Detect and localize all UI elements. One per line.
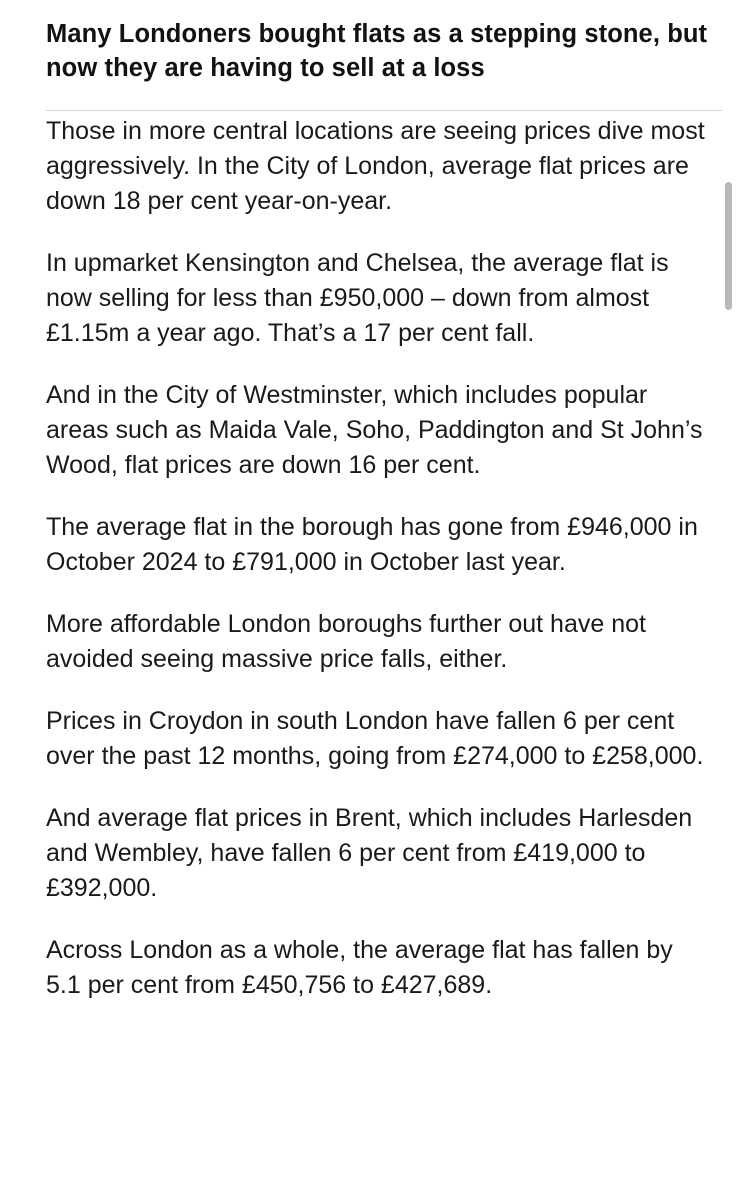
article-paragraph: More affordable London boroughs further out have not avoided seeing massive price falls, either. (46, 610, 646, 673)
article-paragraph: And in the City of Westminster, which includes popular areas such as Maida Vale, Soho, Paddington and St John’s Wood, flat prices are down 16 per cent. (46, 381, 703, 479)
article-paragraph: The average flat in the borough has gone from £946,000 in October 2024 to £791,000 in October last year. (46, 513, 698, 576)
scrollbar[interactable] (725, 182, 732, 310)
article-paragraph: Prices in Croydon in south London have fallen 6 per cent over the past 12 months, going from £274,000 to £258,000. (46, 707, 704, 770)
article-body (46, 111, 722, 1003)
article-paragraph: And average flat prices in Brent, which includes Harlesden and Wembley, have fallen 6 per cent from £419,000 to £392,000. (46, 804, 693, 902)
article (46, 0, 722, 1030)
article-headline: Many Londoners bought flats as a stepping stone, but now they are having to sell at a loss (46, 20, 708, 82)
article-paragraph: In upmarket Kensington and Chelsea, the average flat is now selling for less than £950,000 – down from almost £1.15m a year ago. That’s a 17 per cent fall. (46, 249, 669, 347)
article-paragraph: Across London as a whole, the average flat has fallen by 5.1 per cent from £450,756 to £427,689. (46, 936, 673, 999)
article-paragraph: Those in more central locations are seeing prices dive most aggressively. In the City of London, average flat prices are down 18 per cent year-on-year. (46, 117, 705, 215)
